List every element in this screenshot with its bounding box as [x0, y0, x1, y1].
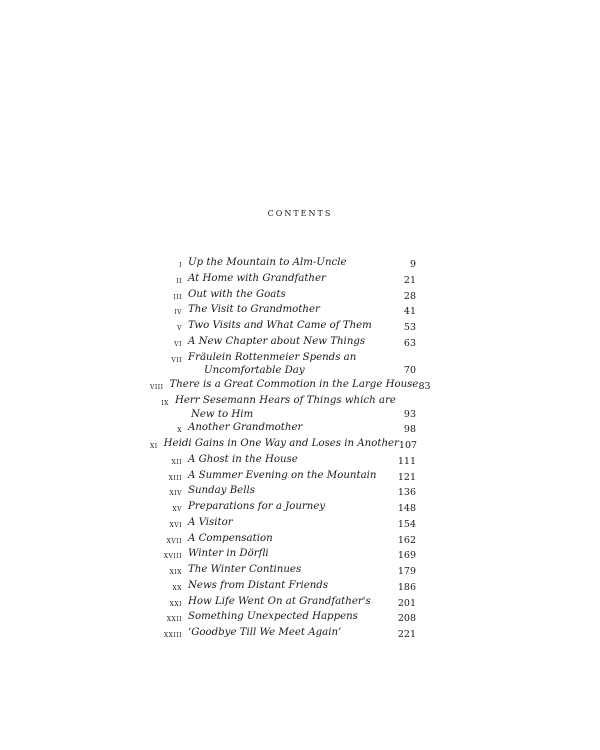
chapter-title-block — [188, 303, 382, 317]
toc-entry — [150, 610, 416, 626]
page-number: 148 — [397, 503, 416, 514]
chapter-number: xiv — [169, 488, 182, 498]
chapter-number: xi — [150, 441, 158, 450]
chapter-number: viii — [150, 382, 164, 391]
chapter-title: Two Visits and What Came of Them — [188, 320, 372, 331]
toc-entry — [150, 272, 416, 288]
chapter-title-block — [188, 256, 382, 270]
page-number: 70 — [403, 365, 416, 377]
chapter-title: There is a Great Commotion in the Large House — [169, 379, 419, 390]
page-number: 169 — [397, 550, 416, 562]
chapter-title-block — [188, 351, 382, 379]
chapter-title-block — [188, 532, 382, 546]
chapter-title: Out with the Goats — [188, 288, 286, 300]
chapter-title: Preparations for a Journey — [188, 501, 326, 512]
toc-entry — [150, 453, 416, 469]
chapter-title: A Visitor — [188, 516, 233, 528]
chapter-title-continued: New to Him — [190, 408, 254, 420]
page-number: 208 — [397, 613, 416, 625]
page-number: 136 — [397, 487, 416, 499]
page-number: 121 — [397, 471, 416, 483]
page-number: 98 — [403, 424, 416, 436]
chapter-title-block — [188, 579, 382, 593]
chapter-number: vi — [174, 338, 182, 348]
chapter-number: xx — [172, 582, 182, 592]
chapter-title-block — [188, 421, 382, 435]
toc-entry — [150, 303, 416, 319]
chapter-title: The Visit to Grandmother — [188, 304, 320, 316]
page-number: 179 — [397, 566, 416, 577]
toc-entry — [150, 579, 416, 595]
page-number: 201 — [397, 597, 416, 609]
page-number: 53 — [403, 322, 416, 333]
page-number: 221 — [397, 629, 416, 640]
toc-entry — [150, 351, 416, 379]
toc-entry — [150, 547, 416, 563]
chapter-title: At Home with Grandfather — [188, 272, 326, 284]
chapter-title: A New Chapter about New Things — [188, 335, 366, 347]
chapter-title: News from Distant Friends — [188, 579, 329, 591]
toc-entry — [150, 595, 416, 611]
chapter-title-block — [188, 610, 382, 624]
chapter-number: xxii — [166, 614, 182, 624]
toc-entry — [150, 335, 416, 351]
chapter-title-block — [175, 394, 396, 422]
chapter-number: ix — [161, 397, 169, 407]
chapter-title-block — [188, 547, 382, 561]
chapter-title-block — [188, 484, 382, 498]
chapter-title: Another Grandmother — [188, 422, 303, 434]
table-of-contents — [150, 256, 431, 642]
chapter-title: Fräulein Rottenmeier Spends an — [188, 351, 357, 363]
toc-entry — [150, 421, 416, 437]
chapter-title-continued: Uncomfortable Day — [204, 365, 305, 377]
chapter-title-block — [188, 453, 382, 467]
page-number: 111 — [397, 455, 416, 467]
chapter-number: vii — [171, 354, 182, 364]
chapter-number: xv — [172, 504, 182, 513]
chapter-number: ii — [176, 275, 182, 285]
page-number: 63 — [403, 337, 416, 349]
chapter-title: A Summer Evening on the Mountain — [188, 469, 377, 481]
chapter-number: xiii — [168, 472, 182, 482]
chapter-title-block — [188, 288, 382, 302]
toc-entry — [150, 532, 416, 548]
chapter-title: Heidi Gains in One Way and Loses in Another — [163, 438, 399, 449]
toc-entry — [150, 500, 416, 516]
chapter-number: iv — [174, 307, 182, 317]
chapter-number: xvii — [166, 535, 182, 545]
chapter-title-block — [188, 319, 382, 333]
page-number: 162 — [397, 534, 416, 546]
page-number: 9 — [409, 259, 416, 270]
chapter-number: xii — [171, 456, 182, 466]
chapter-title: ‘Goodbye Till We Meet Again’ — [188, 627, 342, 638]
contents-heading: contents — [267, 206, 333, 219]
chapter-title: Herr Sesemann Hears of Things which are — [174, 394, 396, 406]
chapter-title-block — [188, 272, 382, 286]
chapter-title: How Life Went On at Grandfather's — [188, 595, 371, 607]
chapter-title-block — [169, 378, 418, 392]
toc-entry — [150, 319, 416, 335]
page-number: 21 — [403, 274, 416, 286]
page-number: 41 — [403, 306, 416, 318]
chapter-title: A Ghost in the House — [188, 453, 298, 465]
toc-entry — [150, 394, 416, 422]
chapter-number: xvi — [169, 519, 182, 529]
toc-entry — [150, 563, 416, 579]
toc-entry — [150, 378, 431, 394]
chapter-title-block — [164, 437, 399, 451]
page-number: 107 — [398, 440, 418, 451]
page-number: 93 — [403, 408, 416, 420]
chapter-title: Winter in Dörfli — [188, 548, 269, 560]
chapter-title: Something Unexpected Happens — [188, 611, 358, 623]
chapter-number: x — [177, 425, 182, 435]
chapter-title-block — [188, 335, 382, 349]
chapter-number: xxi — [169, 598, 182, 608]
chapter-number: xix — [169, 567, 182, 576]
page-number: 83 — [418, 381, 431, 392]
page-number: 28 — [403, 290, 416, 302]
chapter-number: iii — [173, 291, 182, 301]
chapter-title-block — [188, 516, 382, 530]
page-number: 154 — [397, 518, 416, 530]
chapter-title: A Compensation — [188, 532, 273, 544]
chapter-number: xxiii — [163, 630, 182, 639]
toc-entry — [150, 437, 416, 453]
chapter-title: Sunday Bells — [188, 485, 255, 497]
chapter-number: xviii — [163, 551, 182, 561]
page-number: 186 — [397, 581, 416, 593]
toc-entry — [150, 469, 416, 485]
chapter-number: v — [177, 323, 182, 332]
toc-entry — [150, 516, 416, 532]
toc-entry — [150, 288, 416, 304]
chapter-title-block — [188, 626, 382, 640]
chapter-title-block — [188, 500, 382, 514]
toc-entry — [150, 256, 416, 272]
chapter-title-block — [188, 469, 382, 483]
toc-entry — [150, 484, 416, 500]
chapter-number: i — [179, 260, 182, 269]
chapter-title-block — [188, 563, 382, 577]
chapter-title: The Winter Continues — [188, 564, 302, 575]
chapter-title-block — [188, 595, 382, 609]
toc-entry — [150, 626, 416, 642]
chapter-title: Up the Mountain to Alm-Uncle — [188, 257, 347, 268]
